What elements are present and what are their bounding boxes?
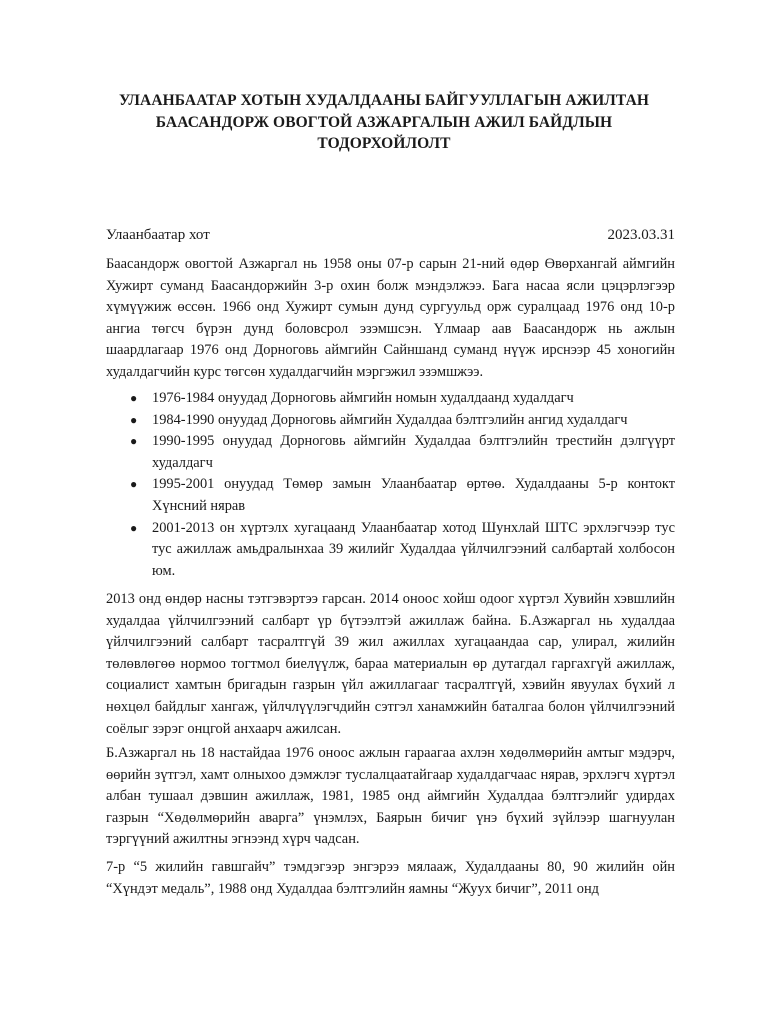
title-line: ТОДОРХОЙЛОЛТ — [317, 135, 451, 152]
retirement-paragraph: 2013 онд өндөр насны тэтгэвэртээ гарсан. 2014 оноос хойш одоог хүртэл Хувийн хэвшлийн худалдаа үйлчилгээний салбарт үр бүтээлтэй ажиллаж байна. Б.Азжаргал нь худалдаа үйлчилгээний салбарт тасралтгүй 39 жил ажиллах хугацаандаа сар, улирал, жилийн төлөвлөгөө нормоо тогтмол биелүүлж, бараа материалын өр дутагдал гаргахгүй ажиллаж, социалист хамтын бригадын газрын үйл ажиллагааг тасралтгүй, хэвийн явуулах бүхий л нөхцөл байдлыг хангаж, үйлчлүүлэгчдийн сэтгэл ханамжийн баталгаа болон үйлчилгээний соёлыг зэрэг онцгой анхаарч ажилсан. — [106, 591, 675, 737]
list-item-text: 1976-1984 онуудад Дорноговь аймгийн номын худалдаанд худалдагч — [152, 390, 574, 406]
career-paragraph: Б.Азжаргал нь 18 настайдаа 1976 оноос ажлын гараагаа ахлэн хөдөлмөрийн амтыг мэдэрч, өөрийн зүтгэл, хамт олныхоо дэмжлэг туслалцаатайгаар худалдагчаас нярав, эрхлэгч хүртэл албан тушаал дэвшин ажиллаж, 1981, 1985 онд аймгийн Худалдаа бэлтгэлийг удирдах газрын “Хөдөлмөрийн аварга” үнэмлэх, Баярын бичиг үнэ бүхий зүйлээр шагнуулан тэргүүний ажилтны эгнээнд хүрч чадсан. — [106, 745, 675, 848]
title-line: БААСАНДОРЖ ОВОГТОЙ АЗЖАРГАЛЫН АЖИЛ БАЙДЛЫН — [155, 113, 613, 131]
bullet-icon: ● — [130, 412, 138, 427]
list-item — [106, 388, 675, 410]
list-item — [106, 410, 675, 432]
bullet-icon: ● — [130, 477, 138, 492]
list-item — [106, 431, 675, 474]
bullet-icon: ● — [130, 391, 138, 405]
list-item-text: 2001-2013 он хүртэлх хугацаанд Улаанбаатар хотод Шунхлай ШТС эрхлэгчээр тус тус ажиллаж амьдралынхаа 39 жилийг Худалдаа үйлчилгээний салбартай холбосон юм. — [152, 519, 675, 579]
list-item-text: 1995-2001 онуудад Төмөр замын Улаанбаатар өртөө. Худалдааны 5-р контокт Хүнсний нярав — [152, 476, 675, 514]
awards-paragraph-text: 7-р “5 жилийн гавшгайч” тэмдэгээр энгэрээ мялааж, Худалдааны 80, 90 жилийн ойн “Хүндэт медаль”, 1988 онд Худалдаа бэлтгэлийн яамны “Жуух бичиг”, 2011 онд — [106, 859, 675, 897]
document-title — [100, 90, 668, 155]
date-label: 2023.03.31 — [607, 227, 675, 243]
list-item-text: 1984-1990 онуудад Дорноговь аймгийн Худалдаа бэлтгэлийн ангид худалдагч — [152, 411, 628, 428]
list-item-text: 1990-1995 онуудад Дорноговь аймгийн Худалдаа бэлтгэлийн трестийн дэлгүүрт худалдагч — [152, 433, 675, 471]
intro-paragraph: Баасандорж овогтой Азжаргал нь 1958 оны 07-р сарын 21-ний өдөр Өвөрхангай аймгийн Хужирт суманд Баасандоржийн 3-р охин болж мэндэлжээ. Бага насаа ясли цэцэрлэгээр хүмүүжиж өссөн. 1966 онд Хужирт сумын дунд сургуульд орж суралцаад 1976 онд 10-р ангиа төгсч бүрэн дунд боловсрол эзэмшсэн. Үлмаар аав Баасандорж нь ажлын шаардлагаар 1976 онд Дорноговь аймгийн Сайншанд суманд нүүж ирснээр 45 хоногийн худалдагчийн курс төгсөн худалдагчийн мэргэжил эзэмшжээ. — [106, 256, 675, 380]
bullet-icon: ● — [130, 434, 138, 449]
list-item — [106, 474, 675, 517]
list-item — [106, 518, 675, 583]
awards-paragraph — [106, 857, 675, 900]
bullet-icon: ● — [130, 520, 138, 535]
work-history-list — [106, 388, 675, 582]
place-label: Улаанбаатар хот — [106, 227, 210, 243]
title-line: УЛААНБААТАР ХОТЫН ХУДАЛДААНЫ БАЙГУУЛЛАГЫН АЖИЛТАН — [118, 92, 650, 109]
